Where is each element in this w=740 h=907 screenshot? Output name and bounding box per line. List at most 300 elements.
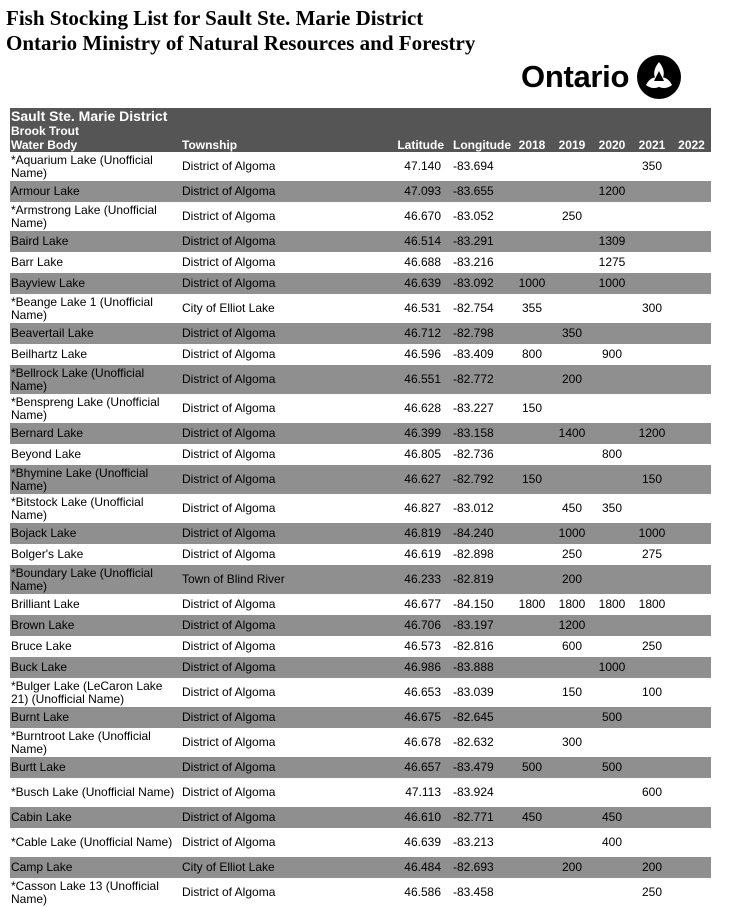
cell-2020: 1000 (592, 657, 632, 678)
cell-2019 (552, 273, 592, 294)
cell-2019: 350 (552, 323, 592, 344)
cell-2021 (632, 273, 672, 294)
cell-2022 (672, 636, 711, 657)
cell-water-body: Bernard Lake (10, 423, 181, 444)
cell-water-body: *Aquarium Lake (Unofficial Name) (11, 152, 153, 180)
cell-2020: 500 (592, 707, 632, 728)
cell-2020: 900 (601, 347, 623, 361)
table-body (10, 152, 711, 907)
table-row (10, 728, 711, 757)
cell-water-body: Bruce Lake (11, 639, 72, 653)
cell-2021: 600 (641, 785, 663, 799)
report-banner (10, 108, 711, 138)
cell-longitude: -84.240 (445, 523, 512, 544)
cell-water-body: Bayview Lake (10, 273, 181, 294)
cell-2022 (672, 181, 711, 202)
cell-township: District of Algoma (182, 685, 276, 699)
cell-2019: 250 (561, 209, 583, 223)
cell-2021 (632, 202, 672, 231)
document-title: Fish Stocking List for Sault Ste. Marie District (6, 6, 424, 30)
cell-2022 (672, 594, 711, 615)
cell-2020 (592, 152, 632, 181)
cell-latitude: 46.805 (404, 447, 441, 461)
cell-water-body: *Bellrock Lake (Unofficial Name) (10, 365, 181, 394)
stocking-report (10, 108, 711, 907)
cell-2022 (672, 252, 711, 273)
cell-2018 (512, 423, 552, 444)
cell-2019 (552, 707, 592, 728)
cell-longitude: -82.771 (445, 807, 512, 828)
cell-2022 (672, 323, 711, 344)
cell-2022 (672, 778, 711, 807)
cell-township: District of Algoma (182, 835, 276, 849)
cell-township: Town of Blind River (181, 565, 351, 594)
cell-2021 (632, 494, 672, 523)
cell-2022 (672, 152, 711, 181)
cell-2021: 1000 (632, 523, 672, 544)
table-row (10, 565, 711, 594)
cell-water-body: Barr Lake (11, 255, 64, 269)
cell-longitude: -83.924 (453, 785, 494, 799)
cell-2018: 150 (521, 401, 543, 415)
cell-2021 (632, 365, 672, 394)
cell-2018 (512, 828, 552, 857)
cell-2022 (672, 657, 711, 678)
cell-longitude: -82.645 (445, 707, 512, 728)
cell-longitude: -82.819 (445, 565, 512, 594)
table-row (10, 294, 711, 323)
cell-2019 (552, 231, 592, 252)
cell-latitude: 46.657 (351, 757, 445, 778)
table-row (10, 615, 711, 636)
cell-longitude: -83.479 (445, 757, 512, 778)
cell-latitude: 46.628 (404, 401, 441, 415)
cell-2020 (592, 857, 632, 878)
table-row (10, 678, 711, 707)
cell-2019: 200 (552, 365, 592, 394)
table-row (10, 394, 711, 423)
table-row (10, 202, 711, 231)
cell-2019: 450 (561, 501, 583, 515)
cell-2022 (672, 273, 711, 294)
cell-2022 (672, 423, 711, 444)
cell-2018 (512, 323, 552, 344)
cell-longitude: -82.693 (445, 857, 512, 878)
cell-water-body: *Busch Lake (Unofficial Name) (11, 785, 175, 799)
cell-water-body: *Beange Lake 1 (Unofficial Name) (11, 294, 153, 322)
cell-2022 (672, 494, 711, 523)
cell-2019 (552, 181, 592, 202)
cell-2019 (552, 344, 592, 365)
cell-township: District of Algoma (182, 209, 276, 223)
cell-township: District of Algoma (182, 401, 276, 415)
cell-latitude: 47.140 (404, 159, 441, 173)
cell-2018 (512, 231, 552, 252)
cell-2018: 1000 (512, 273, 552, 294)
cell-2020: 1275 (598, 255, 626, 269)
cell-water-body: Beilhartz Lake (11, 347, 88, 361)
cell-2021 (632, 394, 672, 423)
table-row (10, 181, 711, 202)
cell-2019: 250 (561, 547, 583, 561)
cell-water-body: *Armstrong Lake (Unofficial Name) (11, 202, 157, 230)
table-row (10, 273, 711, 294)
cell-2021 (632, 323, 672, 344)
cell-township: District of Algoma (182, 159, 276, 173)
cell-2020 (592, 523, 632, 544)
species-heading: Brook Trout (11, 124, 79, 138)
cell-2021 (632, 757, 672, 778)
table-row (10, 657, 711, 678)
cell-2022 (672, 728, 711, 757)
cell-township: City of Elliot Lake (181, 857, 351, 878)
column-header-2018: 2018 (512, 138, 552, 152)
cell-2021: 350 (641, 159, 663, 173)
cell-2020 (592, 636, 632, 657)
cell-longitude: -82.792 (445, 465, 512, 494)
cell-2019 (552, 465, 592, 494)
cell-2021: 150 (632, 465, 672, 494)
table-row (10, 707, 711, 728)
cell-2020 (592, 365, 632, 394)
cell-water-body: *Benspreng Lake (Unofficial Name) (11, 394, 160, 422)
cell-longitude: -83.052 (453, 209, 494, 223)
cell-2019: 200 (552, 565, 592, 594)
cell-longitude: -83.227 (453, 401, 494, 415)
cell-latitude: 46.596 (404, 347, 441, 361)
cell-longitude: -83.216 (453, 255, 494, 269)
cell-2022 (672, 344, 711, 365)
cell-2020 (592, 323, 632, 344)
cell-2020 (592, 423, 632, 444)
cell-2022 (672, 394, 711, 423)
cell-2019 (552, 394, 592, 423)
cell-2021 (632, 444, 672, 465)
cell-2018 (512, 252, 552, 273)
cell-2022 (672, 678, 711, 707)
cell-township: District of Algoma (181, 807, 351, 828)
cell-2021: 100 (641, 685, 663, 699)
cell-longitude: -84.150 (453, 597, 494, 611)
cell-township: District of Algoma (181, 231, 351, 252)
cell-2020: 400 (601, 835, 623, 849)
cell-2018 (512, 778, 552, 807)
table-row (10, 323, 711, 344)
cell-2020 (592, 778, 632, 807)
cell-township: City of Elliot Lake (182, 301, 275, 315)
cell-2018 (512, 523, 552, 544)
cell-2020: 350 (601, 501, 623, 515)
cell-2018 (512, 365, 552, 394)
district-heading: Sault Ste. Marie District (11, 108, 168, 124)
cell-2022 (672, 465, 711, 494)
cell-township: District of Algoma (182, 735, 276, 749)
cell-2019 (552, 294, 592, 323)
cell-2020: 1800 (598, 597, 626, 611)
cell-longitude: -83.213 (453, 835, 494, 849)
cell-latitude: 46.627 (351, 465, 445, 494)
cell-2021: 250 (641, 885, 663, 899)
table-row (10, 365, 711, 394)
column-header-2021: 2021 (632, 138, 672, 152)
cell-2018: 450 (512, 807, 552, 828)
cell-2021 (632, 828, 672, 857)
cell-longitude: -83.409 (453, 347, 494, 361)
cell-2021 (632, 231, 672, 252)
cell-2021: 300 (641, 301, 663, 315)
column-header-water-body: Water Body (10, 138, 181, 152)
cell-2021 (632, 657, 672, 678)
cell-2021: 200 (632, 857, 672, 878)
document-subtitle: Ontario Ministry of Natural Resources and Forestry (6, 31, 476, 55)
table-row (10, 152, 711, 181)
cell-latitude: 46.986 (351, 657, 445, 678)
cell-2018: 1800 (518, 597, 546, 611)
cell-2020 (592, 294, 632, 323)
table-header-row (10, 138, 711, 152)
cell-2021 (632, 707, 672, 728)
ontario-logo (521, 53, 681, 101)
cell-2019: 150 (561, 685, 583, 699)
cell-2018 (512, 636, 552, 657)
cell-longitude: -83.012 (453, 501, 494, 515)
cell-2019: 300 (561, 735, 583, 749)
table-row (10, 544, 711, 565)
table-row (10, 594, 711, 615)
cell-2020: 500 (592, 757, 632, 778)
cell-township: District of Algoma (181, 465, 351, 494)
cell-township: District of Algoma (181, 323, 351, 344)
cell-longitude: -82.772 (445, 365, 512, 394)
cell-2021 (632, 344, 672, 365)
cell-2018 (512, 202, 552, 231)
cell-longitude: -83.694 (453, 159, 494, 173)
cell-water-body: Bojack Lake (10, 523, 181, 544)
cell-longitude: -83.039 (453, 685, 494, 699)
cell-township: District of Algoma (181, 657, 351, 678)
cell-2019 (552, 778, 592, 807)
cell-township: District of Algoma (181, 365, 351, 394)
cell-longitude: -83.458 (453, 885, 494, 899)
table-row (10, 828, 711, 857)
cell-2019 (552, 252, 592, 273)
cell-latitude: 47.093 (351, 181, 445, 202)
cell-2020: 1000 (592, 273, 632, 294)
cell-2019 (552, 657, 592, 678)
cell-2019 (552, 807, 592, 828)
cell-township: District of Algoma (181, 523, 351, 544)
cell-water-body: Burtt Lake (10, 757, 181, 778)
table-row (10, 444, 711, 465)
cell-latitude: 46.639 (404, 835, 441, 849)
cell-2018: 500 (512, 757, 552, 778)
cell-township: District of Algoma (181, 181, 351, 202)
cell-2022 (672, 365, 711, 394)
cell-2018: 355 (521, 301, 543, 315)
cell-longitude: -82.754 (453, 301, 494, 315)
cell-longitude: -82.898 (453, 547, 494, 561)
cell-township: District of Algoma (182, 597, 276, 611)
cell-water-body: Armour Lake (10, 181, 181, 202)
cell-township: District of Algoma (182, 785, 276, 799)
cell-water-body: *Bitstock Lake (Unofficial Name) (11, 494, 144, 522)
cell-2019 (552, 828, 592, 857)
cell-water-body: *Boundary Lake (Unofficial Name) (10, 565, 181, 594)
cell-water-body: Camp Lake (10, 857, 181, 878)
table-row (10, 757, 711, 778)
cell-latitude: 46.531 (404, 301, 441, 315)
cell-2018 (512, 494, 552, 523)
cell-water-body: Burnt Lake (10, 707, 181, 728)
cell-township: District of Algoma (181, 273, 351, 294)
cell-2020: 1200 (592, 181, 632, 202)
cell-2019 (552, 444, 592, 465)
table-row (10, 344, 711, 365)
cell-2021 (632, 728, 672, 757)
table-row (10, 494, 711, 523)
table-row (10, 636, 711, 657)
cell-water-body: Brown Lake (10, 615, 181, 636)
cell-2018 (512, 678, 552, 707)
cell-township: District of Algoma (182, 547, 276, 561)
cell-latitude: 46.610 (351, 807, 445, 828)
cell-township: District of Algoma (182, 255, 276, 269)
cell-2021 (632, 807, 672, 828)
cell-water-body: Cabin Lake (10, 807, 181, 828)
cell-water-body: Buck Lake (10, 657, 181, 678)
cell-2020 (592, 565, 632, 594)
cell-latitude: 46.573 (404, 639, 441, 653)
cell-2022 (672, 231, 711, 252)
cell-latitude: 46.706 (351, 615, 445, 636)
cell-2020 (592, 728, 632, 757)
cell-latitude: 46.233 (351, 565, 445, 594)
cell-2020 (592, 202, 632, 231)
cell-latitude: 46.670 (404, 209, 441, 223)
cell-latitude: 46.819 (351, 523, 445, 544)
cell-water-body: Beyond Lake (11, 447, 82, 461)
cell-longitude: -82.736 (453, 447, 494, 461)
cell-2018 (512, 615, 552, 636)
cell-2021: 1200 (632, 423, 672, 444)
cell-2022 (672, 857, 711, 878)
cell-water-body: Bolger's Lake (11, 547, 84, 561)
ontario-logo-wordmark: Ontario (521, 59, 630, 94)
cell-latitude: 46.639 (351, 273, 445, 294)
cell-2022 (672, 707, 711, 728)
cell-2019: 1200 (552, 615, 592, 636)
cell-longitude: -83.158 (445, 423, 512, 444)
table-row (10, 231, 711, 252)
cell-2018 (512, 707, 552, 728)
cell-township: District of Algoma (182, 447, 276, 461)
column-header-longitude: Longitude (445, 138, 512, 152)
cell-township: District of Algoma (181, 615, 351, 636)
cell-latitude: 46.827 (404, 501, 441, 515)
cell-2022 (672, 757, 711, 778)
cell-2020: 1309 (592, 231, 632, 252)
cell-2019: 1000 (552, 523, 592, 544)
cell-2021 (632, 252, 672, 273)
cell-2018 (512, 544, 552, 565)
cell-2022 (672, 444, 711, 465)
cell-longitude: -83.092 (445, 273, 512, 294)
cell-2018 (512, 444, 552, 465)
cell-2020 (592, 544, 632, 565)
cell-2019: 1800 (558, 597, 586, 611)
cell-2019: 1400 (552, 423, 592, 444)
cell-2022 (672, 615, 711, 636)
cell-latitude: 46.688 (404, 255, 441, 269)
cell-water-body: *Bulger Lake (LeCaron Lake 21) (Unofficial Name) (11, 678, 163, 706)
cell-2018 (512, 152, 552, 181)
cell-water-body: Baird Lake (10, 231, 181, 252)
cell-latitude: 46.586 (404, 885, 441, 899)
cell-2018: 150 (512, 465, 552, 494)
cell-longitude: -82.816 (453, 639, 494, 653)
cell-latitude: 46.653 (404, 685, 441, 699)
table-row (10, 778, 711, 807)
cell-2018 (512, 657, 552, 678)
column-header-latitude: Latitude (351, 138, 445, 152)
cell-2018 (512, 565, 552, 594)
cell-2022 (672, 807, 711, 828)
cell-2018 (512, 857, 552, 878)
table-row (10, 465, 711, 494)
cell-latitude: 46.678 (404, 735, 441, 749)
cell-latitude: 46.675 (351, 707, 445, 728)
cell-2019: 600 (561, 639, 583, 653)
table-row (10, 857, 711, 878)
table-row (10, 807, 711, 828)
cell-township: District of Algoma (181, 707, 351, 728)
stocking-table (10, 138, 711, 907)
cell-township: District of Algoma (182, 347, 276, 361)
column-header-2019: 2019 (552, 138, 592, 152)
cell-2021: 275 (641, 547, 663, 561)
cell-longitude: -83.888 (445, 657, 512, 678)
cell-water-body: *Cable Lake (Unofficial Name) (11, 835, 173, 849)
cell-latitude: 47.113 (405, 785, 441, 799)
cell-longitude: -83.197 (445, 615, 512, 636)
cell-2019 (552, 757, 592, 778)
cell-2022 (672, 544, 711, 565)
cell-longitude: -82.632 (453, 735, 494, 749)
cell-township: District of Algoma (182, 885, 276, 899)
cell-longitude: -82.798 (445, 323, 512, 344)
cell-water-body: Beavertail Lake (10, 323, 181, 344)
cell-township: District of Algoma (181, 423, 351, 444)
column-header-2022: 2022 (672, 138, 711, 152)
cell-latitude: 46.619 (404, 547, 441, 561)
document-header (6, 6, 475, 56)
cell-2021 (632, 181, 672, 202)
cell-township: District of Algoma (182, 639, 276, 653)
cell-latitude: 46.484 (351, 857, 445, 878)
cell-2020 (592, 465, 632, 494)
cell-latitude: 46.712 (351, 323, 445, 344)
column-header-2020: 2020 (592, 138, 632, 152)
cell-2018 (512, 181, 552, 202)
cell-latitude: 46.677 (404, 597, 441, 611)
cell-2020: 450 (592, 807, 632, 828)
cell-2022 (672, 828, 711, 857)
trillium-icon (637, 55, 681, 99)
cell-2020: 800 (601, 447, 623, 461)
cell-water-body: *Casson Lake 13 (Unofficial Name) (11, 878, 159, 906)
cell-2019: 200 (552, 857, 592, 878)
cell-2022 (672, 294, 711, 323)
